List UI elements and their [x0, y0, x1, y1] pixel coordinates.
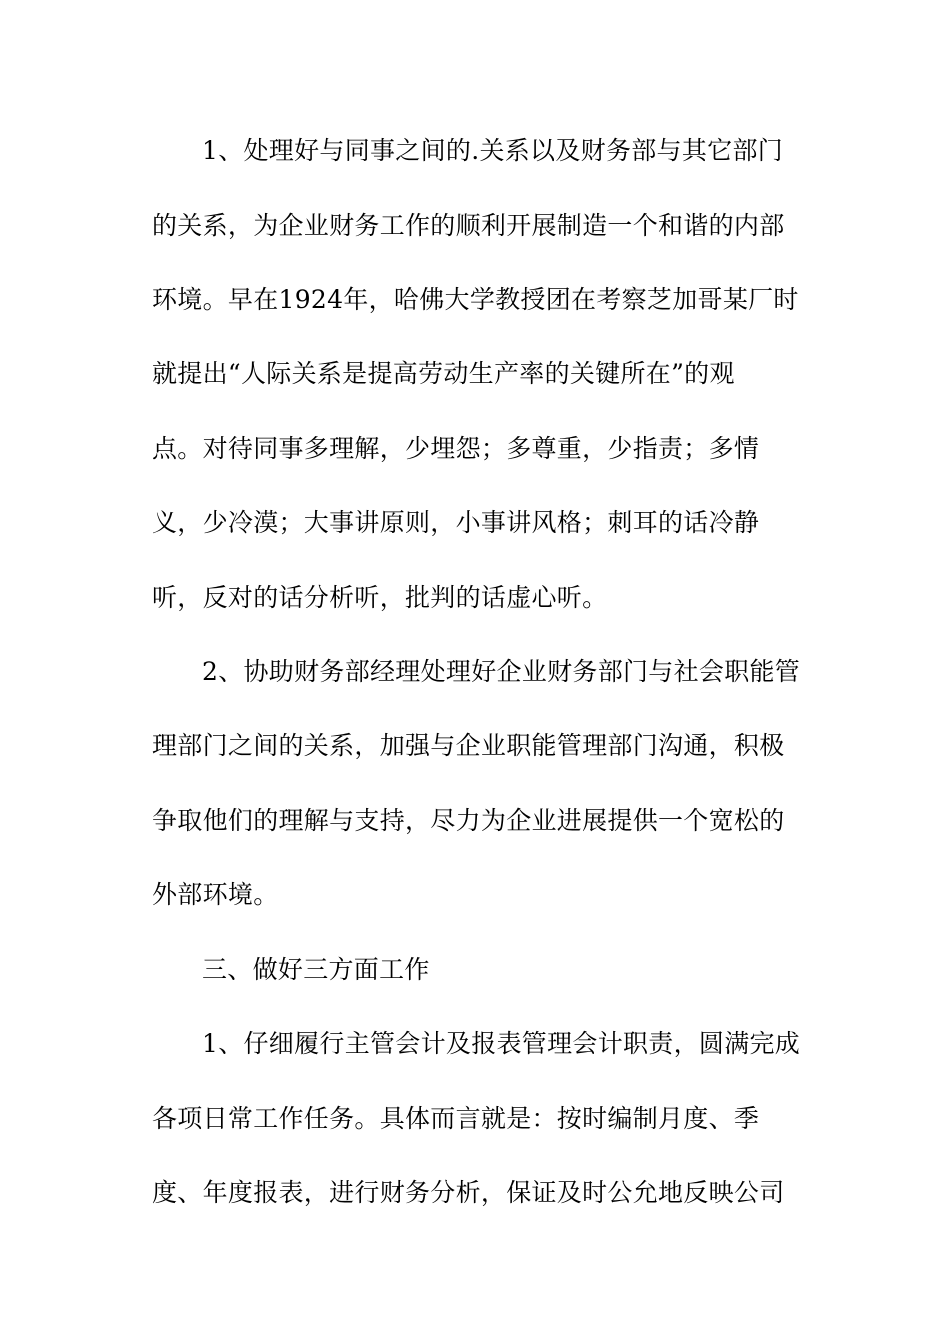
- paragraph-1-line-5: 点。对待同事多理解，少埋怨；多尊重，少指责；多情: [152, 434, 760, 463]
- paragraph-1-line-3: 环境。早在1924年，哈佛大学教授团在考察芝加哥某厂时: [152, 285, 799, 314]
- paragraph-1-line-7: 听，反对的话分析听，批判的话虚心听。: [152, 583, 608, 612]
- paragraph-2-line-3: 争取他们的理解与支持，尽力为企业进展提供一个宽松的: [152, 806, 785, 835]
- section-heading: 三、做好三方面工作: [202, 955, 430, 984]
- paragraph-1-line-1: 1、处理好与同事之间的.关系以及财务部与其它部门: [202, 136, 784, 165]
- paragraph-3-line-1: 1、仔细履行主管会计及报表管理会计职责，圆满完成: [202, 1029, 801, 1058]
- paragraph-2-line-2: 理部门之间的关系，加强与企业职能管理部门沟通，积极: [152, 731, 785, 760]
- paragraph-1-line-2: 的关系，为企业财务工作的顺利开展制造一个和谐的内部: [152, 211, 785, 240]
- paragraph-2-line-4: 外部环境。: [152, 880, 279, 909]
- paragraph-3-line-3: 度、年度报表，进行财务分析，保证及时公允地反映公司: [152, 1178, 785, 1207]
- paragraph-1-line-6: 义，少冷漠；大事讲原则，小事讲风格；刺耳的话冷静: [152, 508, 760, 537]
- paragraph-3-line-2: 各项日常工作任务。具体而言就是：按时编制月度、季: [152, 1104, 760, 1133]
- paragraph-2-line-1: 2、协助财务部经理处理好企业财务部门与社会职能管: [202, 657, 801, 686]
- paragraph-1-line-4: 就提出“人际关系是提高劳动生产率的关键所在”的观: [152, 359, 735, 388]
